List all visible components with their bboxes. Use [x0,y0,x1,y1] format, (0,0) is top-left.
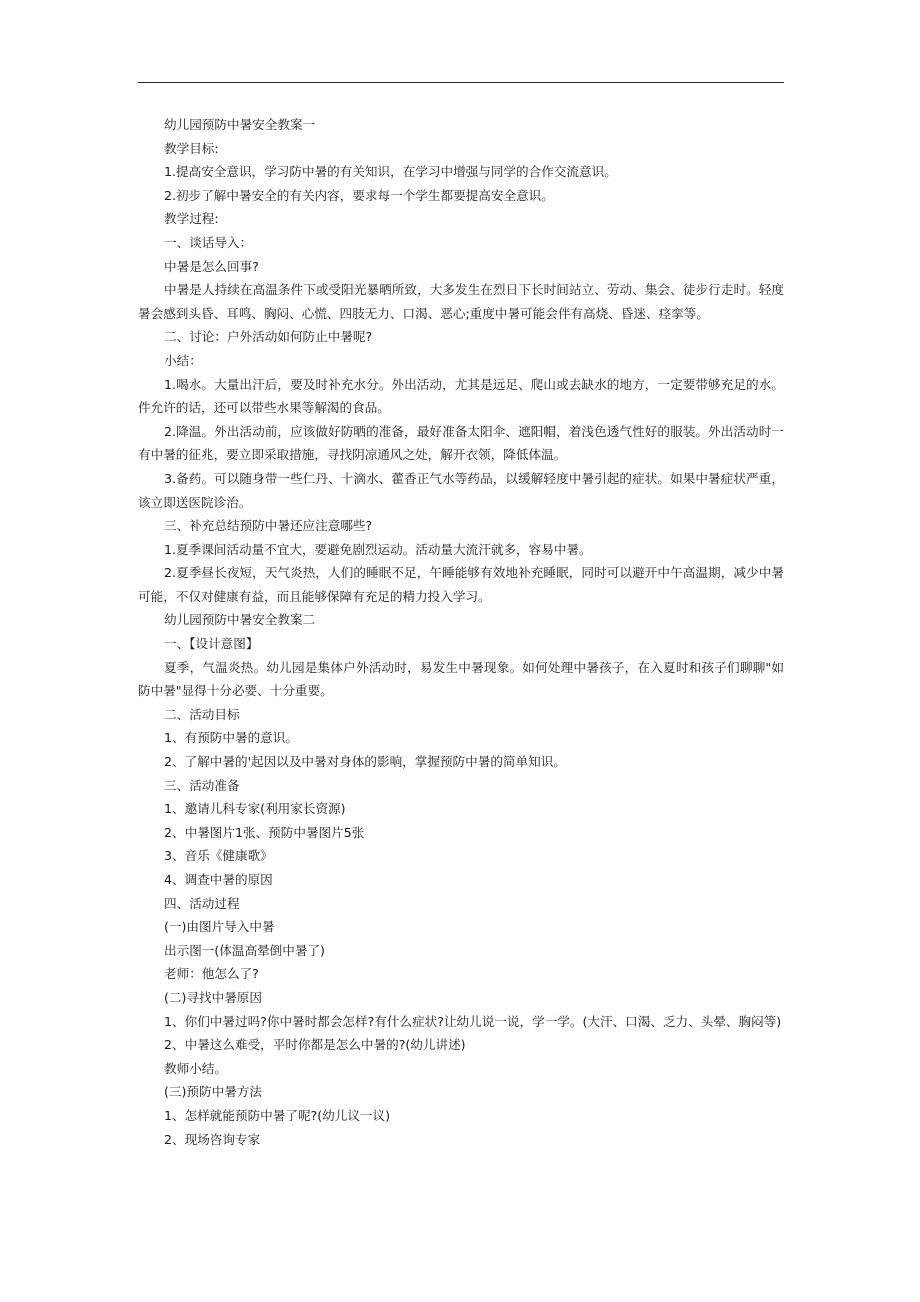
doc-list-item: 2、现场咨询专家 [164,1131,261,1147]
doc-list-item: 1、邀请儿科专家(利用家长资源) [164,801,346,817]
doc-list-item: 2、了解中暑的'起因以及中暑对身体的影响，掌握预防中暑的简单知识。 [164,754,566,770]
doc-list-item: 3、音乐《健康歌》 [164,848,273,864]
doc-list-item: 4、调查中暑的原因 [164,872,273,887]
doc-paragraph: 3.备药。可以随身带一些仁丹、十滴水、藿香正气水等药品，以缓解轻度中暑引起的症状。如果中暑症状严重， [164,470,784,486]
doc-list-item: 1、你们中暑过吗?你中暑时都会怎样?有什么症状?让幼儿说一说，学一学。(大汗、口渴、乏力、头晕、胸闷等) [164,1013,782,1029]
doc-paragraph: 2.初步了解中暑安全的有关内容，要求每一个学生都要提高安全意识。 [164,187,554,203]
doc-paragraph-cont: 该立即送医院诊治。 [138,494,252,510]
doc-heading: 三、活动准备 [164,777,240,793]
doc-heading: 三、补充总结预防中暑还应注意哪些? [164,518,373,534]
doc-heading: 小结： [164,352,202,368]
doc-title-2: 幼儿园预防中暑安全教案二 [164,612,316,628]
doc-heading: 二、讨论：户外活动如何防止中暑呢? [164,329,373,345]
doc-subheading: (三)预防中暑方法 [164,1084,262,1100]
doc-list-item: 2、中暑这么难受，平时你都是怎么中暑的?(幼儿讲述) [164,1037,466,1053]
doc-paragraph: 1.喝水。大量出汗后，要及时补充水分。外出活动，尤其是远足、爬山或去缺水的地方，一定要带够充足的水。 [164,376,784,392]
doc-subheading: (一)由图片导入中暑 [164,919,275,935]
doc-paragraph: 中暑是人持续在高温条件下或受阳光暴晒所致，大多发生在烈日下长时间站立、劳动、集会、徒步行走时。轻度 [164,282,784,298]
doc-heading: 一、【设计意图】 [164,636,259,652]
document-body [138,113,784,1151]
doc-paragraph-cont: 防中暑"显得十分必要、十分重要。 [138,683,333,699]
doc-paragraph: 出示图一(体温高晕倒中暑了) [164,942,325,958]
doc-paragraph: 1.提高安全意识，学习防中暑的有关知识，在学习中增强与同学的合作交流意识。 [164,164,617,180]
doc-paragraph: 教师小结。 [164,1060,227,1076]
doc-paragraph: 老师：他怎么了? [164,966,259,982]
doc-title-1: 幼儿园预防中暑安全教案一 [164,117,316,132]
doc-paragraph-cont: 可能，不仅对健康有益，而且能够保障有充足的精力投入学习。 [138,588,491,604]
doc-subheading: (二)寻找中暑原因 [164,989,262,1005]
doc-paragraph-cont: 暑会感到头昏、耳鸣、胸闷、心慌、四肢无力、口渴、恶心;重度中暑可能会伴有高烧、昏迷、痉挛等。 [138,305,709,321]
doc-paragraph-cont: 有中暑的征兆，要立即采取措施，寻找阴凉通风之处，解开衣领，降低体温。 [138,447,567,463]
doc-list-item: 2、中暑图片1张、预防中暑图片5张 [164,824,365,840]
doc-heading: 教学过程: [164,211,219,227]
doc-paragraph: 夏季，气温炎热。幼儿园是集体户外活动时，易发生中暑现象。如何处理中暑孩子，在入夏时和孩子们聊聊"如 [164,659,784,675]
doc-heading: 教学目标: [164,140,219,156]
header-rule [138,82,784,83]
doc-paragraph: 2.夏季昼长夜短，天气炎热，人们的睡眠不足，午睡能够有效地补充睡眠，同时可以避开中午高温期，减少中暑 [164,565,784,581]
doc-heading: 四、活动过程 [164,895,240,911]
doc-paragraph: 中暑是怎么回事? [164,258,259,274]
doc-heading: 一、谈话导入： [164,234,253,250]
doc-paragraph-cont: 件允许的话，还可以带些水果等解渴的食品。 [138,400,390,416]
doc-paragraph: 2.降温。外出活动前，应该做好防晒的准备，最好准备太阳伞、遮阳帽，着浅色透气性好的服装。外出活动时一 [164,423,784,439]
doc-heading: 二、活动目标 [164,706,240,722]
doc-list-item: 1、有预防中暑的意识。 [164,730,298,746]
doc-paragraph: 1.夏季课间活动量不宜大，要避免剧烈运动。活动量大流汗就多，容易中暑。 [164,541,592,557]
doc-list-item: 1、怎样就能预防中暑了呢?(幼儿议一议) [164,1107,391,1123]
